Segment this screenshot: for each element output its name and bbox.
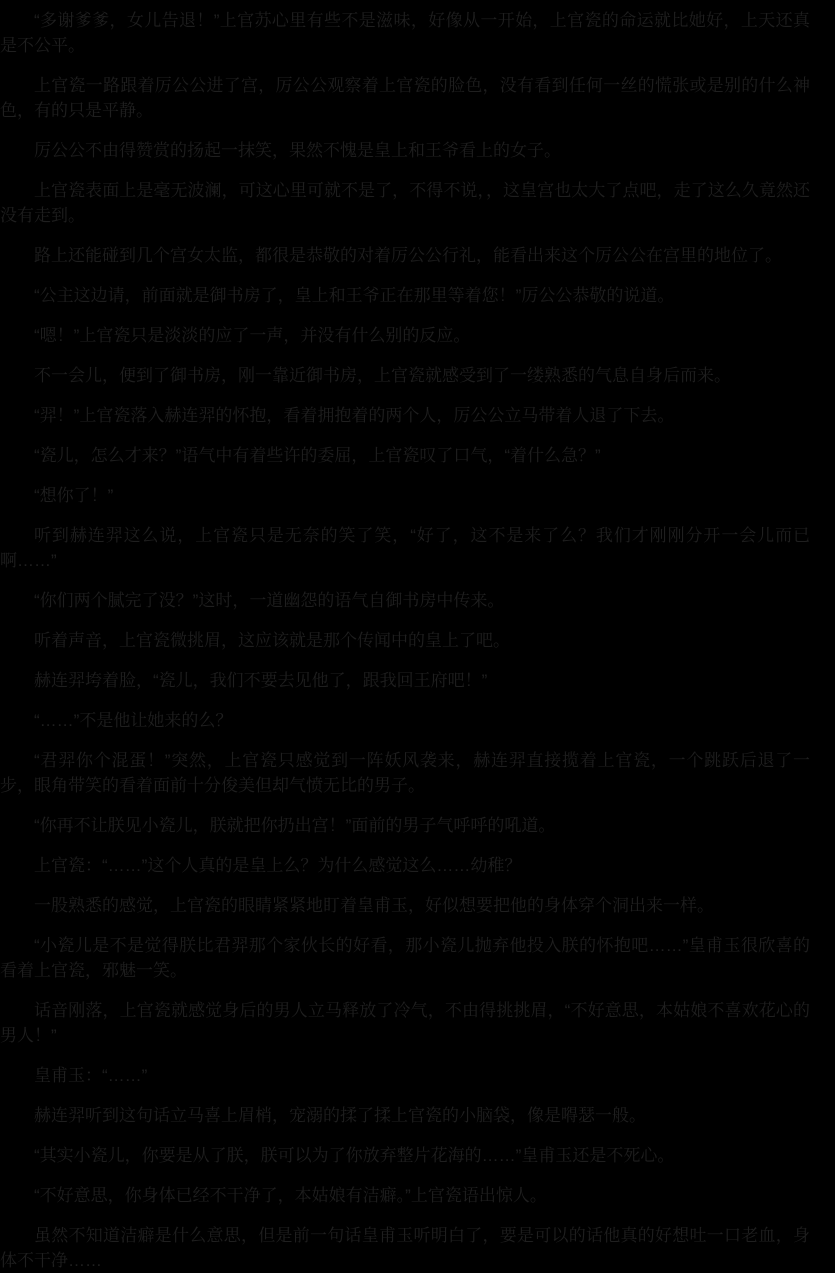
paragraph-24: 赫连羿听到这句话立马喜上眉梢，宠溺的揉了揉上官瓷的小脑袋，像是嘚瑟一般。 [34,1106,646,1125]
paragraph-1: “多谢爹爹，女儿告退！”上官苏心里有些不是滋味，好像从一开始，上官瓷的命运就比她好，上天还真是不公平。 [0,11,810,55]
paragraph-8: 不一会儿，便到了御书房，刚一靠近御书房，上官瓷就感受到了一缕熟悉的气息自身后而来。 [34,366,731,385]
paragraph-18: “你再不让朕见小瓷儿，朕就把你扔出宫！”面前的男子气呼呼的吼道。 [34,816,556,835]
paragraph-16: “……”不是他让她来的么？ [34,711,233,730]
paragraph-10: “瓷儿，怎么才来？”语气中有着些许的委屈，上官瓷叹了口气，“着什么急？” [34,446,601,465]
paragraph-22: 话音刚落，上官瓷就感觉身后的男人立马释放了冷气，不由得挑挑眉，“不好意思，本姑娘不喜欢花心的男人！” [0,1001,810,1045]
paragraph-20: 一股熟悉的感觉，上官瓷的眼睛紧紧地盯着皇甫玉，好似想要把他的身体穿个洞出来一样。 [34,896,714,915]
paragraph-13: “你们两个腻完了没？”这时，一道幽怨的语气自御书房中传来。 [34,591,505,610]
paragraph-4: 上官瓷表面上是毫无波澜，可这心里可就不是了，不得不说，，这皇宫也太大了点吧，走了这么久竟然还没有走到。 [0,181,810,225]
paragraph-6: “公主这边请，前面就是御书房了，皇上和王爷正在那里等着您！”厉公公恭敬的说道。 [34,286,675,305]
paragraph-11: “想你了！” [34,486,114,505]
paragraph-17: “君羿你个混蛋！”突然，上官瓷只感觉到一阵妖风袭来，赫连羿直接揽着上官瓷，一个跳跃后退了一步，眼角带笑的看着面前十分俊美但却气愤无比的男子。 [0,751,810,795]
paragraph-26: “不好意思，你身体已经不干净了，本姑娘有洁癖。”上官瓷语出惊人。 [34,1186,547,1205]
paragraph-27: 虽然不知道洁癖是什么意思，但是前一句话皇甫玉听明白了，要是可以的话他真的好想吐一口老血，身体不干净…… [0,1226,810,1270]
paragraph-21: “小瓷儿是不是觉得朕比君羿那个家伙长的好看，那小瓷儿抛弃他投入朕的怀抱吧……”皇甫玉很欣喜的看着上官瓷，邪魅一笑。 [0,936,810,980]
paragraph-15: 赫连羿垮着脸，“瓷儿，我们不要去见他了，跟我回王府吧！” [34,671,488,690]
paragraph-3: 厉公公不由得赞赏的扬起一抹笑，果然不愧是皇上和王爷看上的女子。 [34,141,561,160]
paragraph-7: “嗯！”上官瓷只是淡淡的应了一声，并没有什么别的反应。 [34,326,471,345]
paragraph-2: 上官瓷一路跟着厉公公进了宫，厉公公观察着上官瓷的脸色，没有看到任何一丝的慌张或是别的什么神色，有的只是平静。 [0,76,810,120]
paragraph-9: “羿！”上官瓷落入赫连羿的怀抱，看着拥抱着的两个人，厉公公立马带着人退了下去。 [34,406,675,425]
paragraph-25: “其实小瓷儿，你要是从了朕，朕可以为了你放弃整片花海的……”皇甫玉还是不死心。 [34,1146,675,1165]
paragraph-19: 上官瓷：“……”这个人真的是皇上么？为什么感觉这么……幼稚？ [34,856,522,875]
paragraph-23: 皇甫玉：“……” [34,1066,148,1085]
paragraph-12: 听到赫连羿这么说，上官瓷只是无奈的笑了笑，“好了，这不是来了么？我们才刚刚分开一会儿而已啊……” [0,526,810,570]
paragraph-14: 听着声音，上官瓷微挑眉，这应该就是那个传闻中的皇上了吧。 [34,631,510,650]
paragraph-5: 路上还能碰到几个宫女太监，都很是恭敬的对着厉公公行礼，能看出来这个厉公公在宫里的地位了。 [34,246,782,265]
